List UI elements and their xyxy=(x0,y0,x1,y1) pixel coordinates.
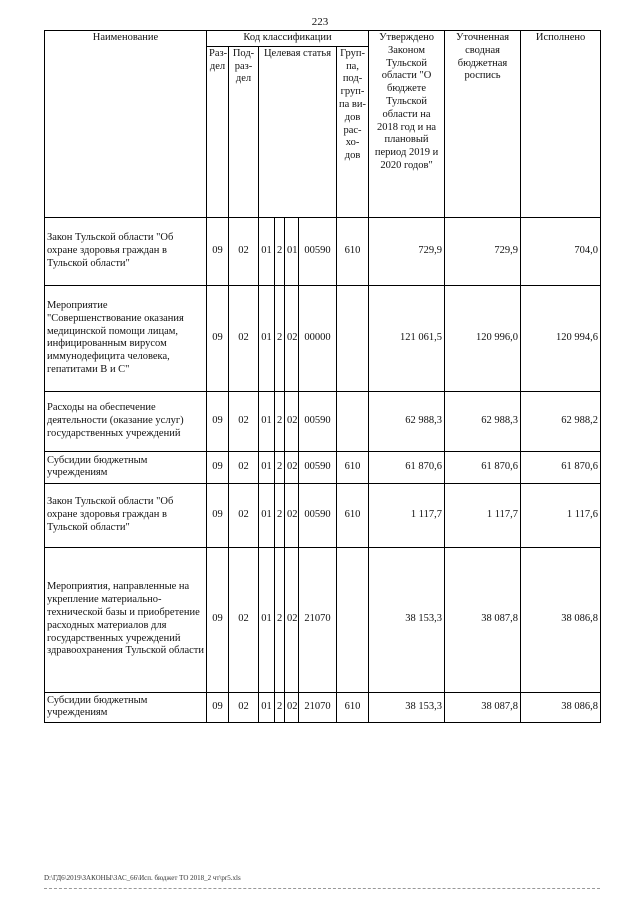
row-refined: 62 988,3 xyxy=(445,391,521,451)
row-cs-program: 01 xyxy=(259,547,275,692)
row-refined: 38 087,8 xyxy=(445,547,521,692)
row-razdel: 09 xyxy=(207,547,229,692)
header-code-group: Код классификации xyxy=(207,31,369,47)
row-executed: 120 994,6 xyxy=(521,285,601,391)
row-cs-type: 2 xyxy=(275,692,285,722)
table-row xyxy=(45,692,601,722)
row-expense-group xyxy=(337,285,369,391)
row-razdel: 09 xyxy=(207,451,229,483)
row-cs-type: 2 xyxy=(275,451,285,483)
row-razdel: 09 xyxy=(207,692,229,722)
row-cs-type: 2 xyxy=(275,483,285,547)
header-row-top xyxy=(45,31,601,47)
row-cs-program: 01 xyxy=(259,483,275,547)
row-name: Мероприятия, направленные на укрепление материально-технической базы и приобретение расходных материалов для государственных учреждений здравоохранения Тульской области xyxy=(45,547,207,692)
row-cs-program: 01 xyxy=(259,692,275,722)
row-approved: 38 153,3 xyxy=(369,692,445,722)
row-refined: 120 996,0 xyxy=(445,285,521,391)
row-cs-event: 02 xyxy=(285,483,299,547)
row-cs-event: 02 xyxy=(285,451,299,483)
row-cs-type: 2 xyxy=(275,285,285,391)
row-cs-direction: 00590 xyxy=(299,451,337,483)
row-approved: 729,9 xyxy=(369,217,445,285)
row-executed: 704,0 xyxy=(521,217,601,285)
table-row xyxy=(45,217,601,285)
row-name: Закон Тульской области "Об охране здоровья граждан в Тульской области" xyxy=(45,217,207,285)
header-expense-group: Груп-па, под-груп-па ви-дов рас-хо-дов xyxy=(337,46,369,217)
header-approved: Утверждено Законом Тульской области "О бюджете Тульской области на 2018 год и на плановый период 2019 и 2020 годов" xyxy=(369,31,445,218)
row-executed: 61 870,6 xyxy=(521,451,601,483)
row-podrazdel: 02 xyxy=(229,483,259,547)
row-cs-type: 2 xyxy=(275,217,285,285)
row-cs-direction: 00590 xyxy=(299,217,337,285)
row-cs-program: 01 xyxy=(259,285,275,391)
page-divider xyxy=(44,888,600,889)
row-approved: 62 988,3 xyxy=(369,391,445,451)
row-name: Субсидии бюджетным учреждениям xyxy=(45,692,207,722)
row-razdel: 09 xyxy=(207,217,229,285)
row-executed: 38 086,8 xyxy=(521,692,601,722)
row-podrazdel: 02 xyxy=(229,285,259,391)
table-row xyxy=(45,285,601,391)
row-expense-group xyxy=(337,547,369,692)
row-cs-event: 02 xyxy=(285,285,299,391)
row-cs-program: 01 xyxy=(259,217,275,285)
header-target-article: Целевая статья xyxy=(259,46,337,217)
row-cs-program: 01 xyxy=(259,451,275,483)
row-expense-group xyxy=(337,391,369,451)
table-row xyxy=(45,483,601,547)
row-approved: 38 153,3 xyxy=(369,547,445,692)
row-cs-direction: 00590 xyxy=(299,391,337,451)
row-name: Мероприятие "Совершенствование оказания медицинской помощи лицам, инфицированным вирусом иммунодефицита человека, гепатитами В и С" xyxy=(45,285,207,391)
row-cs-direction: 21070 xyxy=(299,692,337,722)
row-cs-type: 2 xyxy=(275,391,285,451)
row-refined: 61 870,6 xyxy=(445,451,521,483)
row-cs-direction: 00590 xyxy=(299,483,337,547)
row-expense-group: 610 xyxy=(337,217,369,285)
row-approved: 121 061,5 xyxy=(369,285,445,391)
row-cs-program: 01 xyxy=(259,391,275,451)
row-name: Расходы на обеспечение деятельности (оказание услуг) государственных учреждений xyxy=(45,391,207,451)
header-section: Раз-дел xyxy=(207,46,229,217)
row-executed: 1 117,6 xyxy=(521,483,601,547)
row-expense-group: 610 xyxy=(337,692,369,722)
row-refined: 38 087,8 xyxy=(445,692,521,722)
row-executed: 38 086,8 xyxy=(521,547,601,692)
row-razdel: 09 xyxy=(207,391,229,451)
header-name: Наименование xyxy=(45,31,207,218)
table-row xyxy=(45,547,601,692)
row-name: Закон Тульской области "Об охране здоровья граждан в Тульской области" xyxy=(45,483,207,547)
header-executed: Исполнено xyxy=(521,31,601,218)
page-number: 223 xyxy=(311,16,329,28)
table-row xyxy=(45,451,601,483)
header-subsection: Под-раз-дел xyxy=(229,46,259,217)
table-row xyxy=(45,391,601,451)
row-executed: 62 988,2 xyxy=(521,391,601,451)
row-podrazdel: 02 xyxy=(229,692,259,722)
row-podrazdel: 02 xyxy=(229,451,259,483)
row-refined: 1 117,7 xyxy=(445,483,521,547)
row-approved: 1 117,7 xyxy=(369,483,445,547)
row-cs-type: 2 xyxy=(275,547,285,692)
row-cs-event: 01 xyxy=(285,217,299,285)
row-podrazdel: 02 xyxy=(229,547,259,692)
row-cs-event: 02 xyxy=(285,391,299,451)
row-cs-direction: 00000 xyxy=(299,285,337,391)
row-podrazdel: 02 xyxy=(229,391,259,451)
row-podrazdel: 02 xyxy=(229,217,259,285)
file-path-footer: D:\ГД6\2019\ЗАКОНЫ\ЗАС_66\Исп. бюджет ТО 2018_2 чт\pr5.xls xyxy=(44,874,241,882)
row-expense-group: 610 xyxy=(337,451,369,483)
row-refined: 729,9 xyxy=(445,217,521,285)
row-cs-event: 02 xyxy=(285,547,299,692)
row-cs-direction: 21070 xyxy=(299,547,337,692)
row-expense-group: 610 xyxy=(337,483,369,547)
row-name: Субсидии бюджетным учреждениям xyxy=(45,451,207,483)
row-razdel: 09 xyxy=(207,285,229,391)
row-cs-event: 02 xyxy=(285,692,299,722)
row-approved: 61 870,6 xyxy=(369,451,445,483)
header-refined: Уточненная сводная бюджетная роспись xyxy=(445,31,521,218)
budget-table xyxy=(44,30,601,723)
row-razdel: 09 xyxy=(207,483,229,547)
